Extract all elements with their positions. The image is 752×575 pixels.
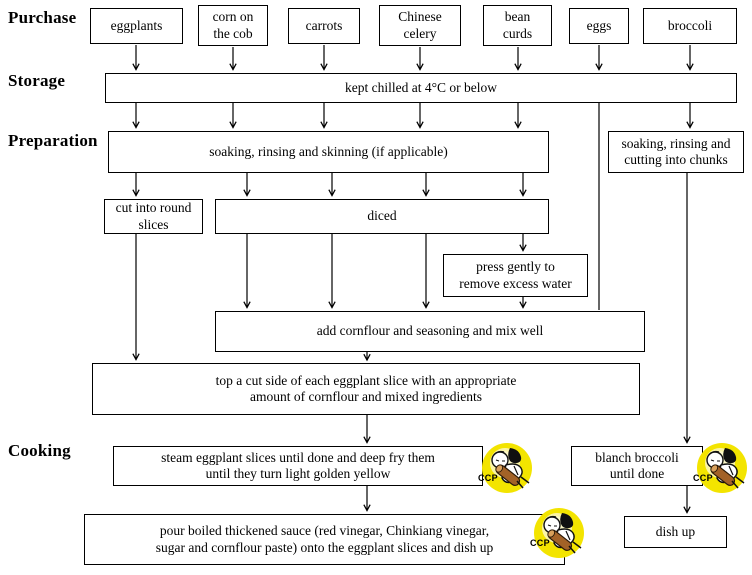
ccp-label: CCP [693, 473, 713, 483]
steam-fry-line-1: steam eggplant slices until done and deep fry them [161, 449, 435, 465]
ccp-chef-icon [696, 442, 748, 494]
pour-sauce-line-2: sugar and cornflour paste) onto the eggplant slices and dish up [155, 539, 494, 555]
top-slices-line-1: top a cut side of each eggplant slice with an appropriate [215, 372, 517, 388]
prep-box-press-gently: press gently to remove excess water [443, 254, 588, 297]
prep-box-soak-rinse-chunks: soaking, rinsing and cutting into chunks [608, 131, 744, 173]
purchase-box-broccoli: broccoli [643, 8, 737, 44]
pour-sauce-line-1: pour boiled thickened sauce (red vinegar, Chinkiang vinegar, [159, 523, 490, 539]
stage-label-preparation: Preparation [8, 131, 98, 150]
ccp-badge-steam [478, 442, 533, 494]
ccp-badge-blanch [693, 442, 748, 494]
storage-box-kept-chilled: kept chilled at 4°C or below [105, 73, 737, 103]
purchase-box-bean-curds: bean curds [483, 5, 552, 46]
ccp-badge-pour [530, 507, 585, 559]
stage-label-purchase: Purchase [8, 8, 77, 27]
prep-box-diced: diced [215, 199, 549, 234]
purchase-box-chinese-celery: Chinese celery [379, 5, 461, 46]
ccp-chef-icon [533, 507, 585, 559]
ccp-label: CCP [530, 538, 550, 548]
top-slices-line-2: amount of cornflour and mixed ingredients [249, 389, 483, 404]
purchase-box-eggplants: eggplants [90, 8, 183, 44]
steam-fry-line-2: until they turn light golden yellow [205, 466, 391, 481]
cooking-box-steam-deep-fry [113, 446, 483, 486]
cooking-box-pour-sauce [84, 514, 565, 565]
purchase-box-carrots: carrots [288, 8, 360, 44]
prep-box-add-cornflour: add cornflour and seasoning and mix well [215, 311, 645, 352]
prep-box-top-eggplant-slices [92, 363, 640, 415]
purchase-box-corn: corn on the cob [198, 5, 268, 46]
prep-box-soak-rinse-skin: soaking, rinsing and skinning (if applicable) [108, 131, 549, 173]
cooking-box-dish-up: dish up [624, 516, 727, 548]
cooking-box-blanch-broccoli: blanch broccoli until done [571, 446, 703, 486]
purchase-box-eggs: eggs [569, 8, 629, 44]
stage-label-storage: Storage [8, 71, 66, 90]
stage-label-cooking: Cooking [8, 441, 71, 460]
ccp-label: CCP [478, 473, 498, 483]
ccp-chef-icon [481, 442, 533, 494]
prep-box-cut-round-slices: cut into round slices [104, 199, 203, 234]
